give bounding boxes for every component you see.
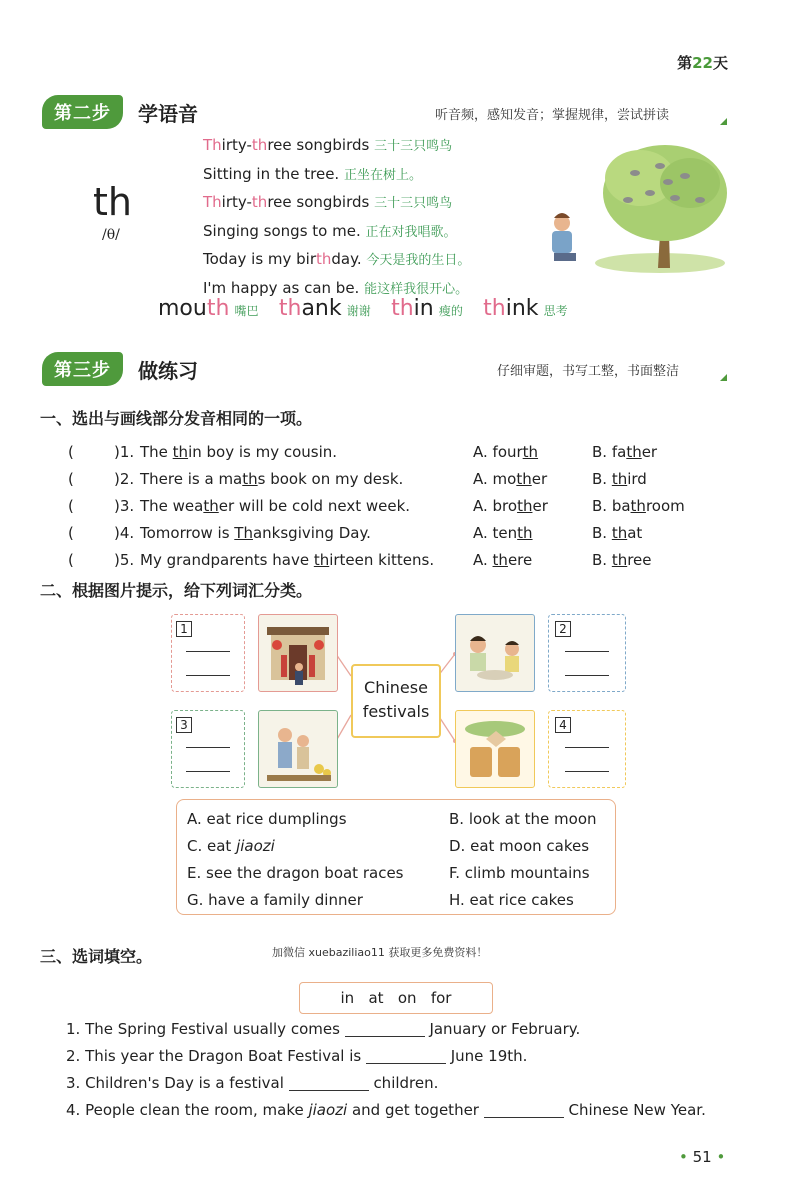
blank-line <box>565 675 609 676</box>
step3-note: 仔细审题，书写工整，书面整洁 <box>497 364 680 379</box>
blank-line <box>565 747 609 748</box>
spring-festival-picture <box>258 614 338 692</box>
part3-title: 三、选词填空。 <box>40 947 153 966</box>
dragon-boat-picture <box>455 710 535 788</box>
box-number: 3 <box>176 717 192 733</box>
blank-line <box>186 651 230 652</box>
box-number: 2 <box>555 621 571 637</box>
answer-box-2[interactable] <box>548 614 626 692</box>
option-g: G. have a family dinner <box>187 891 363 909</box>
poem-line: Thirty-three songbirds 三十三只鸣鸟 <box>203 136 453 154</box>
fill-item-1: 1. The Spring Festival usually comes January or February. <box>66 1020 581 1038</box>
step2-title: 学语音 <box>138 102 198 126</box>
sound-ipa: /θ/ <box>102 227 120 243</box>
day-label: 第22天 <box>677 54 728 72</box>
answer-box-3[interactable] <box>171 710 245 788</box>
poem-line: Thirty-three songbirds 三十三只鸣鸟 <box>203 193 453 212</box>
part1-title: 一、选出与画线部分发音相同的一项。 <box>40 409 313 428</box>
option-b: B. look at the moon <box>449 810 597 828</box>
word-mouth: mouth 嘴巴 <box>158 296 259 321</box>
poem-line: Singing songs to me. 正在对我唱歌。 <box>203 221 457 240</box>
option-h: H. eat rice cakes <box>449 891 574 909</box>
watermark-ad: 加微信 xuebaziliao11 获取更多免费资料！ <box>272 946 488 959</box>
step2-note: 听音频，感知发音；掌握规律，尝试拼读 <box>435 108 670 123</box>
page-number: • 51 • <box>679 1148 726 1166</box>
word-thin: thin 瘦的 <box>391 296 463 321</box>
options-box <box>176 799 616 915</box>
answer-box-1[interactable] <box>171 614 245 692</box>
fill-blank[interactable] <box>366 1063 446 1064</box>
part2-title: 二、根据图片提示，给下列词汇分类。 <box>40 581 313 600</box>
fill-item-3: 3. Children's Day is a festival children. <box>66 1074 439 1092</box>
box-number: 1 <box>176 621 192 637</box>
poem-line: Today is my birthday. 今天是我的生日。 <box>203 250 471 269</box>
poem-line: Sitting in the tree. 正坐在树上。 <box>203 164 422 183</box>
blank-line <box>186 747 230 748</box>
poem-line: I'm happy as can be. 能这样我很开心。 <box>203 278 469 297</box>
option-c: C. eat jiaozi <box>187 837 275 855</box>
double-ninth-picture <box>258 710 338 788</box>
word-think: think 思考 <box>483 296 568 321</box>
option-d: D. eat moon cakes <box>449 837 590 855</box>
word-bank <box>299 982 493 1014</box>
fill-blank[interactable] <box>484 1117 564 1118</box>
option-f: F. climb mountains <box>449 864 590 882</box>
word-thank: thank 谢谢 <box>278 296 371 321</box>
blank-line <box>565 651 609 652</box>
fill-blank[interactable] <box>289 1090 369 1091</box>
option-e: E. see the dragon boat races <box>187 864 404 882</box>
mid-autumn-picture <box>455 614 535 692</box>
box-number: 4 <box>555 717 571 733</box>
center-topic-box <box>351 664 441 738</box>
option-a: A. eat rice dumplings <box>187 810 347 828</box>
fill-item-2: 2. This year the Dragon Boat Festival is June 19th. <box>66 1047 528 1065</box>
step3-badge: 第三步 <box>42 352 123 386</box>
fill-blank[interactable] <box>345 1036 425 1037</box>
fill-item-4: 4. People clean the room, make jiaozi and get together Chinese New Year. <box>66 1101 706 1119</box>
step3-title: 做练习 <box>138 359 198 383</box>
blank-line <box>186 675 230 676</box>
center-topic-line: festivals <box>362 702 430 721</box>
step2-badge: 第二步 <box>42 95 123 129</box>
answer-box-4[interactable] <box>548 710 626 788</box>
sound-letters: th <box>93 180 132 224</box>
word-bank-choices: in at on for <box>340 989 452 1007</box>
blank-line <box>186 771 230 772</box>
blank-line <box>565 771 609 772</box>
center-topic-line: Chinese <box>364 678 428 697</box>
